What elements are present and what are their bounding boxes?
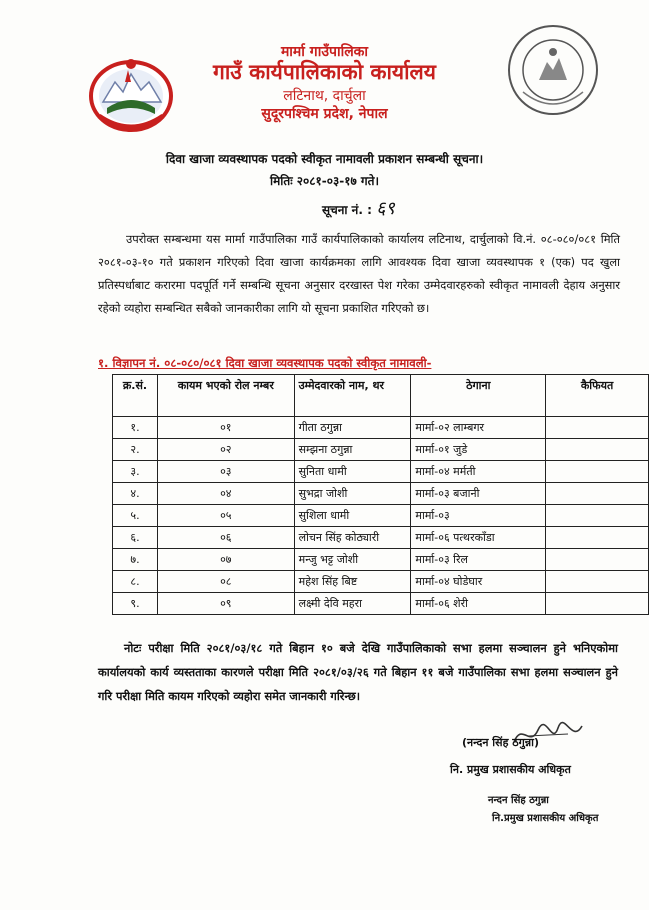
cell-remarks [546, 483, 649, 505]
cell-remarks [546, 593, 649, 615]
note-text: परीक्षा मिति २०८१/०३/१८ गते बिहान १० बजे देखि गाउँपालिकाको सभा हलमा सञ्चालन हुने भनिएकोमा कार्यालयको कार्य व्यस्तताका कारणले परीक्षा मिति २०८१/०३/२६ गते बिहान ११ बजे गाउँपालिका सभा हलमा सञ्चालन हुने गरि परीक्षा मिति कायम गरिएको व्यहोरा समेत जानकारी गरिन्छ। [98, 641, 618, 703]
stamp-name: नन्दन सिंह ठगुन्ना [488, 795, 549, 806]
table-row [113, 593, 649, 615]
cell-address: मार्मा-०३ बजानी [411, 483, 546, 505]
cell-name: सुनिता धामी [294, 461, 411, 483]
table-row [113, 571, 649, 593]
cell-name: सुभद्रा जोशी [294, 483, 411, 505]
notice-paragraph-text: उपरोक्त सम्बन्धमा यस मार्मा गाउँपालिका गाउँ कार्यपालिकाको कार्यालय लटिनाथ, दार्चुलाको वि.नं. ०८-०८०/०८१ मिति २०८१-०३-१० गते प्रकाशन गरिएको दिवा खाजा कार्यक्रमका लागि आवश्यक दिवा खाजा व्यवस्थापक १ (एक) पद खुला प्रतिस्पर्धाबाट करारमा पदपूर्ति गर्ने सम्बन्धि सूचना अनुसार दरखास्त पेश गरेका उम्मेदवारहरुको स्वीकृत नामावली देहाय अनुसार रहेको व्यहोरा सम्बन्धित सबैको जानकारीका लागि यो सूचना प्रकाशित गरिएको छ। [98, 232, 620, 315]
cell-roll: ०१ [157, 417, 294, 439]
signer-name: (नन्दन सिंह ठगुन्ना) [462, 736, 539, 749]
note-paragraph [98, 636, 618, 708]
office-line-executive: गाउँ कार्यपालिकाको कार्यालय [213, 60, 436, 84]
cell-roll: ०८ [157, 571, 294, 593]
table-header-row [113, 375, 649, 417]
notice-number-value: ६९ [376, 198, 395, 219]
cell-address: मार्मा-०३ रिल [411, 549, 546, 571]
table-row [113, 417, 649, 439]
cell-name: सम्झना ठगुन्ना [294, 439, 411, 461]
cell-sn: ३. [113, 461, 158, 483]
cell-sn: ४. [113, 483, 158, 505]
table-row [113, 461, 649, 483]
cell-sn: ८. [113, 571, 158, 593]
cell-sn: ७. [113, 549, 158, 571]
cell-remarks [546, 417, 649, 439]
notice-number [322, 196, 395, 220]
cell-roll: ०४ [157, 483, 294, 505]
cell-sn: ५. [113, 505, 158, 527]
cell-roll: ०५ [157, 505, 294, 527]
cell-roll: ०६ [157, 527, 294, 549]
cell-name: सुशिला धामी [294, 505, 411, 527]
col-header-address: ठेगाना [411, 375, 546, 417]
cell-roll: ०२ [157, 439, 294, 461]
office-line-municipality: मार्मा गाउँपालिका [280, 44, 369, 60]
cell-remarks [546, 461, 649, 483]
cell-sn: ६. [113, 527, 158, 549]
col-header-roll: कायम भएको रोल नम्बर [157, 375, 294, 417]
cell-address: मार्मा-०६ शेरी [411, 593, 546, 615]
notice-number-label: सूचना नं. : [322, 203, 372, 217]
notice-subject: दिवा खाजा व्यवस्थापक पदको स्वीकृत नामावली प्रकाशन सम्बन्धी सूचना। [165, 152, 484, 166]
cell-address: मार्मा-०३ [411, 505, 546, 527]
cell-remarks [546, 571, 649, 593]
cell-address: मार्मा-०१ जुडे [411, 439, 546, 461]
cell-roll: ०३ [157, 461, 294, 483]
cell-name: मन्जु भट्ट जोशी [294, 549, 411, 571]
cell-sn: २. [113, 439, 158, 461]
notice-paragraph [98, 228, 620, 320]
col-header-remarks: कैफियत [546, 375, 649, 417]
cell-remarks [546, 439, 649, 461]
cell-remarks [546, 505, 649, 527]
cell-name: गीता ठगुन्ना [294, 417, 411, 439]
cell-sn: १. [113, 417, 158, 439]
cell-roll: ०७ [157, 549, 294, 571]
office-line-province: सुदूरपश्चिम प्रदेश, नेपाल [261, 106, 388, 122]
cell-remarks [546, 527, 649, 549]
cell-address: मार्मा-०६ पत्थरकाँडा [411, 527, 546, 549]
table-row [113, 527, 649, 549]
notice-date: मितिः २०८१-०३-१७ गते। [269, 174, 380, 188]
candidate-table [112, 374, 649, 615]
cell-remarks [546, 549, 649, 571]
cell-name: लक्ष्मी देवि महरा [294, 593, 411, 615]
signer-title: नि. प्रमुख प्रशासकीय अधिकृत [450, 763, 571, 776]
table-row [113, 505, 649, 527]
table-row [113, 549, 649, 571]
cell-name: महेश सिंह बिष्ट [294, 571, 411, 593]
table-row [113, 439, 649, 461]
cell-address: मार्मा-०४ मर्मती [411, 461, 546, 483]
cell-address: मार्मा-०२ लाम्बगर [411, 417, 546, 439]
col-header-sn: क्र.सं. [113, 375, 158, 417]
list-heading: १. विज्ञापन नं. ०८-०८०/०८१ दिवा खाजा व्यवस्थापक पदको स्वीकृत नामावली- [98, 356, 432, 370]
cell-address: मार्मा-०४ घोडेघार [411, 571, 546, 593]
note-label: नोटः [124, 641, 142, 655]
office-line-location: लटिनाथ, दार्चुला [283, 88, 366, 104]
stamp-title: नि.प्रमुख प्रशासकीय अधिकृत [492, 813, 599, 824]
cell-name: लोचन सिंह कोठ्यारी [294, 527, 411, 549]
cell-roll: ०९ [157, 593, 294, 615]
col-header-name: उम्मेदवारको नाम, थर [294, 375, 411, 417]
table-row [113, 483, 649, 505]
cell-sn: ९. [113, 593, 158, 615]
